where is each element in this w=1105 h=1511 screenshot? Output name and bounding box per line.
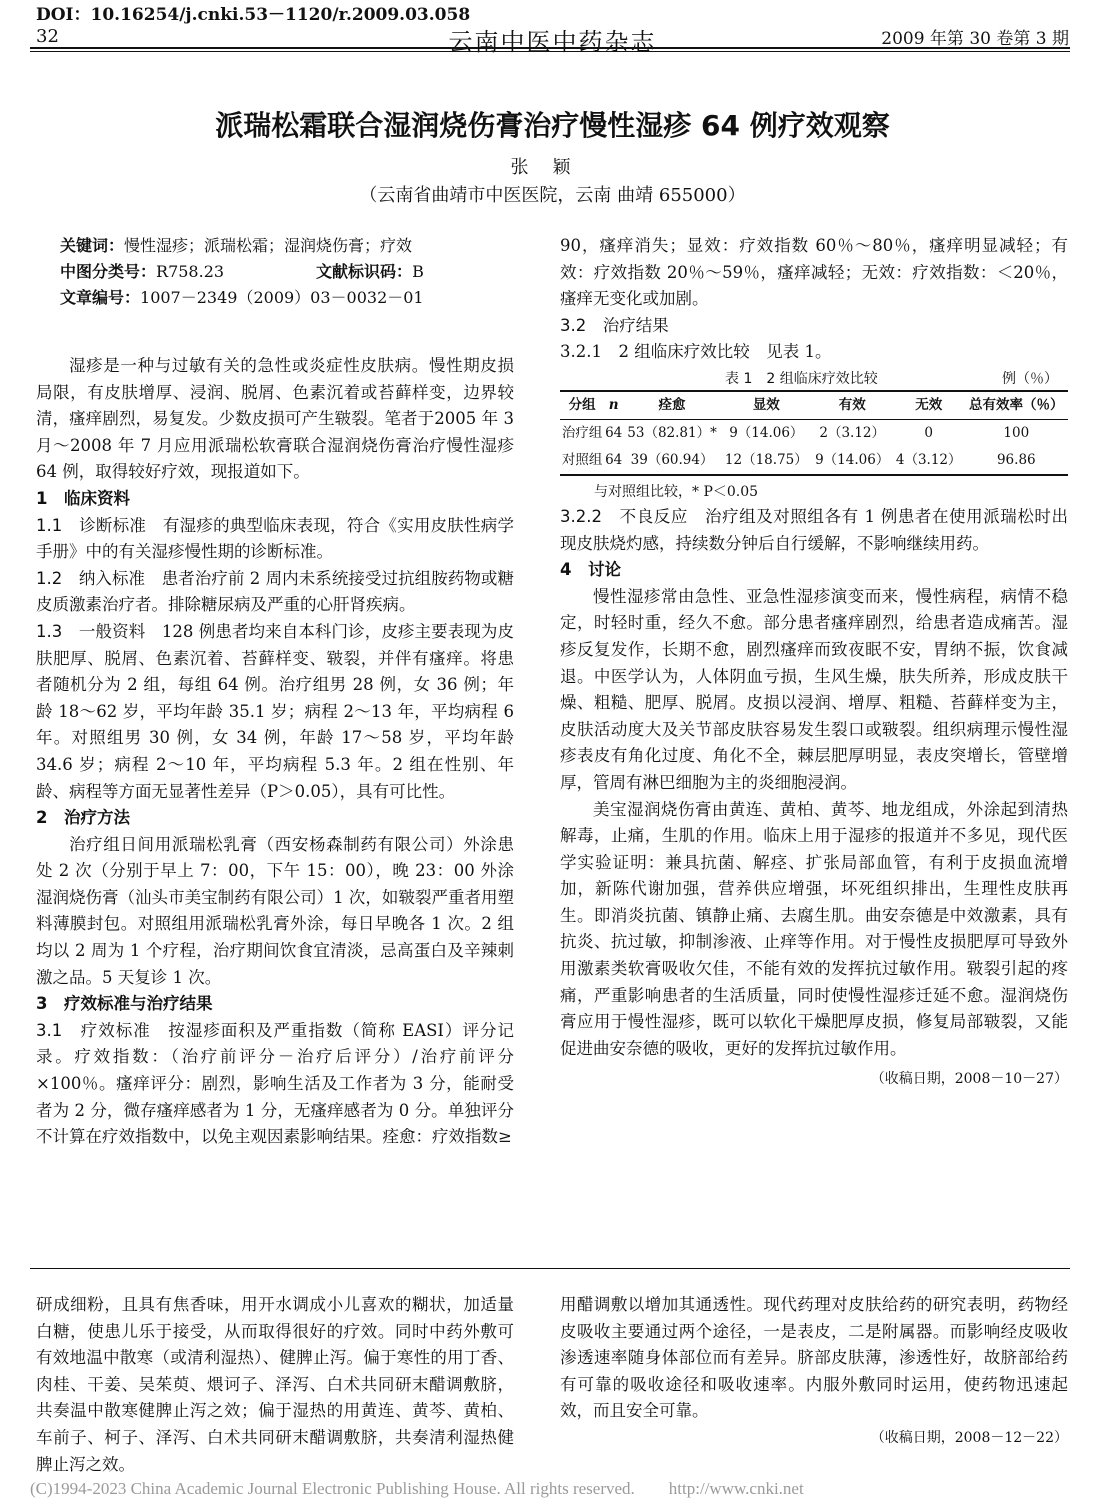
journal-name: 云南中医中药杂志 [448, 28, 657, 56]
subsection-label: 1.3 一般资料 [36, 621, 146, 641]
header-rule [30, 47, 1070, 49]
table-cell: 0 [924, 425, 933, 442]
table-header: 有效 [838, 397, 866, 414]
clc: R758.23 [156, 262, 225, 281]
text: 128 例患者均来自本科门诊，皮疹主要表现为皮肤肥厚、脱屑、色素沉着、苔藓样变、皲裂，并伴有瘙痒。将患者随机分为 2 组，每组 64 例。治疗组男 28 例，女 36 例；年龄 18～62 岁，平均年龄 35.1 岁；病程 2～13 年，平均病程 6 年。对照组男 30 例，女 34 例，年龄 17～58 岁，平均年龄 34.6 岁；病程 2～10 年，平均病程 5.3 年。2 组在性别、年龄、病程等方面无显著性差异（P＞0.05），具有可比性。 [36, 621, 514, 801]
table-cell: 治疗组 [561, 425, 603, 442]
subsection-label: 3.1 疗效标准 [36, 1020, 151, 1040]
table-header-row [560, 391, 1068, 420]
section-divider [30, 1268, 1070, 1269]
table-cell: 对照组 [561, 452, 603, 469]
table-cell: 64 [605, 452, 623, 469]
paragraph: 慢性湿疹常由急性、亚急性湿疹演变而来，慢性病程，病情不稳定，时轻时重，经久不愈。部分患者瘙痒剧烈，给患者造成痛苦。湿疹反复发作，长期不愈，剧烈瘙痒而致夜眠不安，胃纳不振，饮食减退。中医学认为，人体阴血亏损，生风生燥，肤失所养，形成皮肤干燥、粗糙、肥厚、脱屑。皮损以浸润、增厚、粗糙、苔藓样变为主，皮肤活动度大及关节部皮肤容易发生裂口或皲裂。组织病理示慢性湿疹表皮有角化过度、角化不全，棘层肥厚明显，表皮突增长，管壁增厚，管周有淋巴细胞为主的炎细胞浸润。 [560, 586, 1068, 792]
paragraph: 3.2.1 2 组临床疗效比较 见表 1。 [560, 342, 832, 362]
table-cell: 96.86 [996, 452, 1036, 469]
table-cell: 39（60.94） [630, 452, 714, 469]
paragraph [36, 566, 514, 619]
keywords-line [60, 233, 540, 259]
subsection-label: 1.2 纳入标准 [36, 568, 146, 588]
table-header: 分组 [568, 397, 596, 414]
section-heading: 1 临床资料 [36, 488, 130, 508]
article-no-label: 文章编号： [60, 288, 141, 307]
doi: DOI：10.16254/j.cnki.53－1120/r.2009.03.058 [36, 5, 471, 25]
page-number: 32 [36, 26, 59, 47]
section-heading: 2 治疗方法 [36, 808, 130, 828]
subsection-heading: 3.2 治疗结果 [560, 315, 669, 335]
intro-paragraph: 湿疹是一种与过敏有关的急性或炎症性皮肤病。慢性期皮损局限，有皮肤增厚、浸润、脱屑、色素沉着或苔藓样变，边界较清，瘙痒剧烈，易复发。少数皮损可产生皲裂。笔者于2005 年 3 月～2008 年 7 月应用派瑞松软膏联合湿润烧伤膏治疗慢性湿疹 64 例，取得较好疗效，现报道如下。 [36, 356, 514, 482]
bottom-right-text [560, 1292, 1068, 1452]
table-cell: 100 [1003, 425, 1030, 442]
table-unit: 例（％） [1002, 370, 1058, 387]
table-cell: 4（3.12） [895, 452, 962, 469]
paragraph [560, 504, 1068, 557]
article-meta [60, 233, 540, 311]
left-column [36, 353, 514, 1151]
table-cell: 53（82.81）* [627, 425, 717, 442]
table-cell: 9（14.06） [729, 425, 804, 442]
doc-code-label: 文献标识码： [316, 262, 413, 281]
text: 按湿疹面积及严重指数（简称 EASI）评分记录。疗效指数：（治疗前评分－治疗后评分）/治疗前评分×100％。瘙痒评分：剧烈，影响生活及工作者为 3 分，能耐受者为 2 分，微存瘙痒感者为 1 分，无瘙痒感者为 0 分。单独评分不计算在疗效指数中，以免主观因素影响结果。痊愈：疗效指数≥ [36, 1020, 514, 1147]
classification-line [60, 259, 540, 285]
table-row [560, 419, 1068, 447]
paragraph [36, 619, 514, 805]
keywords-label: 关键词： [60, 236, 125, 255]
table-note: 与对照组比较，* P＜0.05 [594, 483, 759, 500]
table-header: 无效 [915, 397, 943, 414]
text: 有湿疹的典型临床表现，符合《实用皮肤性病学手册》中的有关湿疹慢性期的诊断标准。 [36, 515, 515, 562]
right-column [560, 233, 1068, 1093]
table-header: 显效 [752, 397, 780, 414]
paragraph: 研成细粉，且具有焦香味，用开水调成小儿喜欢的糊状，加适量白糖，使患儿乐于接受，从而取得很好的疗效。同时中药外敷可有效地温中散寒（或清利湿热）、健脾止泻。偏于寒性的用丁香、肉桂、干姜、吴茱萸、煨诃子、泽泻、白术共同研末醋调敷脐，共奏温中散寒健脾止泻之效；偏于湿热的用黄连、黄芩、黄柏、车前子、柯子、泽泻、白术共同研末醋调敷脐，共奏清利湿热健脾止泻之效。 [36, 1295, 514, 1474]
received-date: （收稿日期，2008－10－27） [870, 1071, 1068, 1088]
table-header: 总有效率（％） [969, 397, 1064, 414]
affiliation: （云南省曲靖市中医医院，云南 曲靖 655000） [359, 185, 746, 206]
paragraph: 美宝湿润烧伤膏由黄连、黄柏、黄芩、地龙组成，外涂起到清热解毒，止痛，生肌的作用。临床上用于湿疹的报道并不多见，现代医学实验证明：兼具抗菌、解痉、扩张局部血管，有利于皮损血流增加，新陈代谢加强，营养供应增强，坏死组织排出，生理性皮肤再生。即消炎抗菌、镇静止痛、去腐生肌。曲安奈德是中效激素，具有抗炎、抗过敏，抑制渗液、止痒等作用。对于慢性皮损肥厚可导致外用激素类软膏吸收欠佳，不能有效的发挥抗过敏作用。皲裂引起的疼痛，严重影响患者的生活质量，同时使慢性湿疹迁延不愈。湿润烧伤膏应用于慢性湿疹，既可以软化干燥肥厚皮损，修复局部皲裂，又能促进曲安奈德的吸收，更好的发挥抗过敏作用。 [560, 799, 1068, 1058]
paragraph: 用醋调敷以增加其通透性。现代药理对皮肤给药的研究表明，药物经皮吸收主要通过两个途径，一是表皮，二是附属器。而影响经皮吸收渗透速率随身体部位而有差异。脐部皮肤薄，渗透性好，故脐部给药有可靠的吸收途径和吸收速率。内服外敷同时运用，使药物迅速起效，而且安全可靠。 [560, 1295, 1068, 1421]
clc-label: 中图分类号： [60, 262, 157, 281]
doc-code: B [412, 262, 424, 281]
text: 患者治疗前 2 周内未系统接受过抗组胺药物或糖皮质激素治疗者。排除糖尿病及严重的心肝肾疾病。 [36, 568, 514, 615]
table-cell: 64 [605, 425, 623, 442]
copyright-footer: (C)1994-2023 China Academic Journal Electronic Publishing House. All rights reserved. http://www.cnki.net [30, 1479, 804, 1498]
table-caption-row [560, 366, 1068, 390]
results-table [560, 390, 1068, 476]
section-heading: 4 讨论 [560, 560, 621, 580]
article-number-line [60, 285, 540, 311]
subsection-label: 3.2.2 不良反应 [560, 506, 688, 526]
article-title: 派瑞松霜联合湿润烧伤膏治疗慢性湿疹 64 例疗效观察 [215, 109, 890, 142]
table-cell: 12（18.75） [724, 452, 808, 469]
table-header: n [608, 397, 619, 414]
table-caption: 表 1 2 组临床疗效比较 [725, 370, 878, 387]
issue-info: 2009 年第 30 卷第 3 期 [881, 29, 1069, 49]
section-heading: 3 疗效标准与治疗结果 [36, 994, 213, 1014]
received-date: （收稿日期，2008－12－22） [870, 1429, 1068, 1446]
paragraph: 治疗组日间用派瑞松乳膏（西安杨森制药有限公司）外涂患处 2 次（分别于早上 7：00，下午 15：00），晚 23：00 外涂湿润烧伤膏（汕头市美宝制药有限公司）1 次，如皲裂严重者用塑料薄膜封包。对照组用派瑞松乳膏外涂，每日早晚各 1 次。2 组均以 2 周为 1 个疗程，治疗期间饮食宜清淡，忌高蛋白及辛辣刺激之品。5 天复诊 1 次。 [36, 834, 514, 987]
table-header: 痊愈 [658, 397, 686, 414]
paragraph [36, 1018, 514, 1151]
keywords: 慢性湿疹；派瑞松霜；湿润烧伤膏；疗效 [124, 236, 413, 255]
article-no: 1007－2349（2009）03－0032－01 [140, 288, 424, 307]
subsection-label: 1.1 诊断标准 [36, 515, 147, 535]
table-cell: 9（14.06） [815, 452, 890, 469]
table-row [560, 447, 1068, 475]
header-rule-thin [30, 51, 1070, 52]
paragraph [36, 513, 514, 566]
text: 治疗组及对照组各有 1 例患者在使用派瑞松时出现皮肤烧灼感，持续数分钟后自行缓解，不影响继续用药。 [560, 506, 1068, 553]
bottom-left-text [36, 1292, 514, 1478]
table-cell: 2（3.12） [819, 425, 886, 442]
paragraph: 90，瘙痒消失；显效：疗效指数 60％～80％，瘙痒明显减轻；有效：疗效指数 20％～59％，瘙痒减轻；无效：疗效指数：＜20％，瘙痒无变化或加剧。 [560, 236, 1068, 309]
author: 张颖 [510, 157, 595, 178]
